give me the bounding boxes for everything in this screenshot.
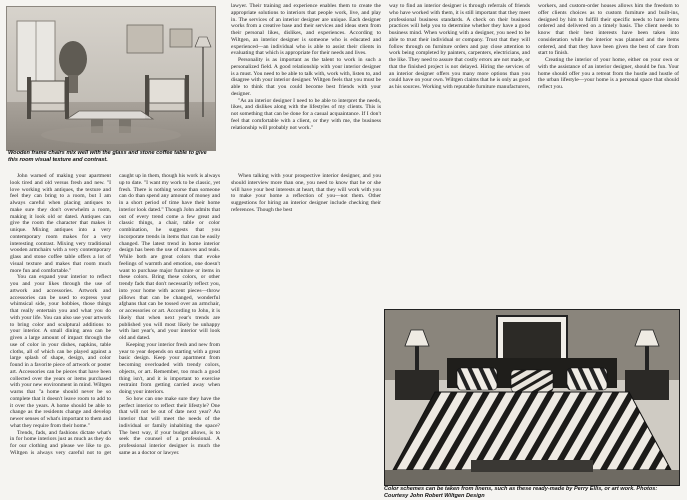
article-paragraph: When talking with your prospective interior designer, and you should interview more than one, you need to know that he or she will have your best interests at heart, that they will work with you to make your home a reflection of you—not them. Other suggestions for hiring an interior designer include checking their references. Though the best	[231, 173, 381, 213]
article-paragraph: lawyer. Their training and experience enables them to create the appropriate solutions to interiors that people work, live, and play in. The services of an interior designer are unique. Each designer works from a creative base and their services and ideas stem from their personal likes, dislikes, and experiences. According to Wiltgen, an interior designer is someone who is educated and experienced—an individual who is able to assist their clients in evaluating that which is appropriate for their needs and lives.	[231, 3, 381, 57]
bottom-photo-caption: Color schemes can be taken from linens, such as these ready-made by Perry Ellis, or art work. Photos: Courtesy John Robert Wiltgen Design	[384, 486, 658, 499]
article-paragraph: Personality is as important as the talent to work in such a personalized field. A good relationship with your interior designer is a must. You need to be able to talk with, work with, listen to, and disagree with your interior designer. Wiltgen feels that you must be able to think that you could become best friends with your designer.	[231, 57, 381, 97]
bedroom-photo	[384, 309, 680, 486]
living-room-illustration	[7, 7, 215, 150]
article-column-left	[10, 173, 220, 498]
article-paragraph: "As an interior designer I need to be able to interpret the needs, likes, and dislikes along with the lifestyles of my clients. This is not something that can be done for a casual acquaintance. If I don't feel that comfortable with a client, or they with me, the business relationship will probably not work."	[231, 97, 381, 131]
article-column-middle-top	[231, 3, 381, 171]
article-paragraph: Creating the interior of your home, either on your own or with the assistance of an interior designer, should be fun. Your home should offer you a retreat from the hustle and hustle of the urban lifestyle—your home is a personal space that should reflect you.	[538, 57, 679, 90]
article-column-middle-bottom	[231, 173, 381, 498]
article-paragraph: way to find an interior designer is through referrals of friends who have worked with them, it is still important that they meet professional business standards. A check on their business practices will help you to determine whether they have a good business mind. When working with a designer, you need to be able to trust their individual or company. Trust that they will follow through on furniture orders and pay close attention to work being completed by painters, carpenters, electricians, and the like. They need to assure that costly errors are not made, or that the finished project is not delayed. Hiring the services of an interior designer offers you many more options than you could have on your own. Wiltgen claims that he is only as good as his sources. Working with reputable furniture manufacturers, workers, and custom-order houses allows him the freedom to offer clients choices as to custom furniture and built-ins, designed by him to fulfill their specific needs to have items ordered and delivered on a timely basis. The client needs to know that their best interests have been taken into consideration while the interior was planned and the items ordered, and that they have been given the best of care from start to finish.	[389, 3, 679, 90]
article-paragraph: Trends, fads, and fashions dictate what's in for home interiors just as much as they do for our clothing and please we like to go. Wiltgen is always very careful not to get caught up in them, though his work is always up to date. "I want my work to be classic, yet fresh. There is nothing worse than someone can do than spend any amount of money and in a short period of time have their home interior look dated." Though John admits that out of every trend come a few great and classic things, a chair, table or color combination, he suggests that you incorporate trends in items that can be easily changed. The latest trend in home interior design has been the use of mauves and teals. While both are great colors that evoke feelings of warmth and emotion, one doesn't want to purchase major furniture or items in these colors. Bring these colors, or other trendy fads that don't necessarily reflect you, into your home with accent pieces—throw pillows that can be changed, wonderful afghans that can be tossed over an armchair, or accessories or art. According to John, it is likely that when next year's trends are published you will most likely be unhappy with last year's, and your interior will look old and dated.	[10, 173, 220, 456]
article-paragraph: So how can one make sure they have the perfect interior to reflect their lifestyle? One that will not be out of date next year? An interior that will meet the needs of the individual or family inhabiting the space? The best way, if your budget allows, is to seek the counsel of a professional. A professional interior designer is much the same as a doctor or lawyer.	[119, 395, 220, 456]
article-paragraph: Keeping your interior fresh and new from year to year depends on starting with a great basic design. Keep your apartment from becoming overloaded with trendy colors, objects, or art. Remember, too much a good thing isn't, and it is important to exercise restraint from getting carried away when doing your interiors.	[119, 341, 220, 395]
bedroom-illustration	[385, 310, 679, 485]
living-room-photo	[6, 6, 216, 151]
article-column-right	[389, 3, 679, 303]
article-paragraph: John warned of making your apartment look tired and old versus fresh and new. "I love working with antiques, the texture and feel they can bring to a room, but I am always careful when placing antiques to make sure they don't overwhelm a room, making it look old or dated. Antiques can give the room the character that makes it unique. Mixing antiques into a very contemporary room makes for a very interesting contrast. Mixing very traditional wooden armchairs with a very contemporary glass and stone coffee table offers a lot of visual texture and makes that room much more fun and comfortable."	[10, 173, 111, 274]
top-photo-caption: Wooden frame chairs mix well with the glass and stone coffee table to give this room visual texture and contrast.	[8, 150, 207, 163]
article-paragraph: You can expand your interior to reflect you and your likes through the use of artwork and accessories. Artwork and accessories can be used to express your whimsical side, your hobbies, those things that really entertain you and what you do with your life. You can also use your artwork to bring color and sculptural additions to your interior. A small dining area can be given a large amount of impact through the use of color in your dishes, napkins, table cloths, all of which can be played against a large splash of shape, design, and color found in a favorite piece of artwork or poster art. Accessories can be pieces that have been collected over the years or items purchased with your new environment in mind. Wiltgen warns that "a home should never be so complete that it doesn't leave room to add to it over the years. A home should be able to change as the residents change and develop newer senses of what's important to them and what they require from their home."	[10, 274, 111, 429]
